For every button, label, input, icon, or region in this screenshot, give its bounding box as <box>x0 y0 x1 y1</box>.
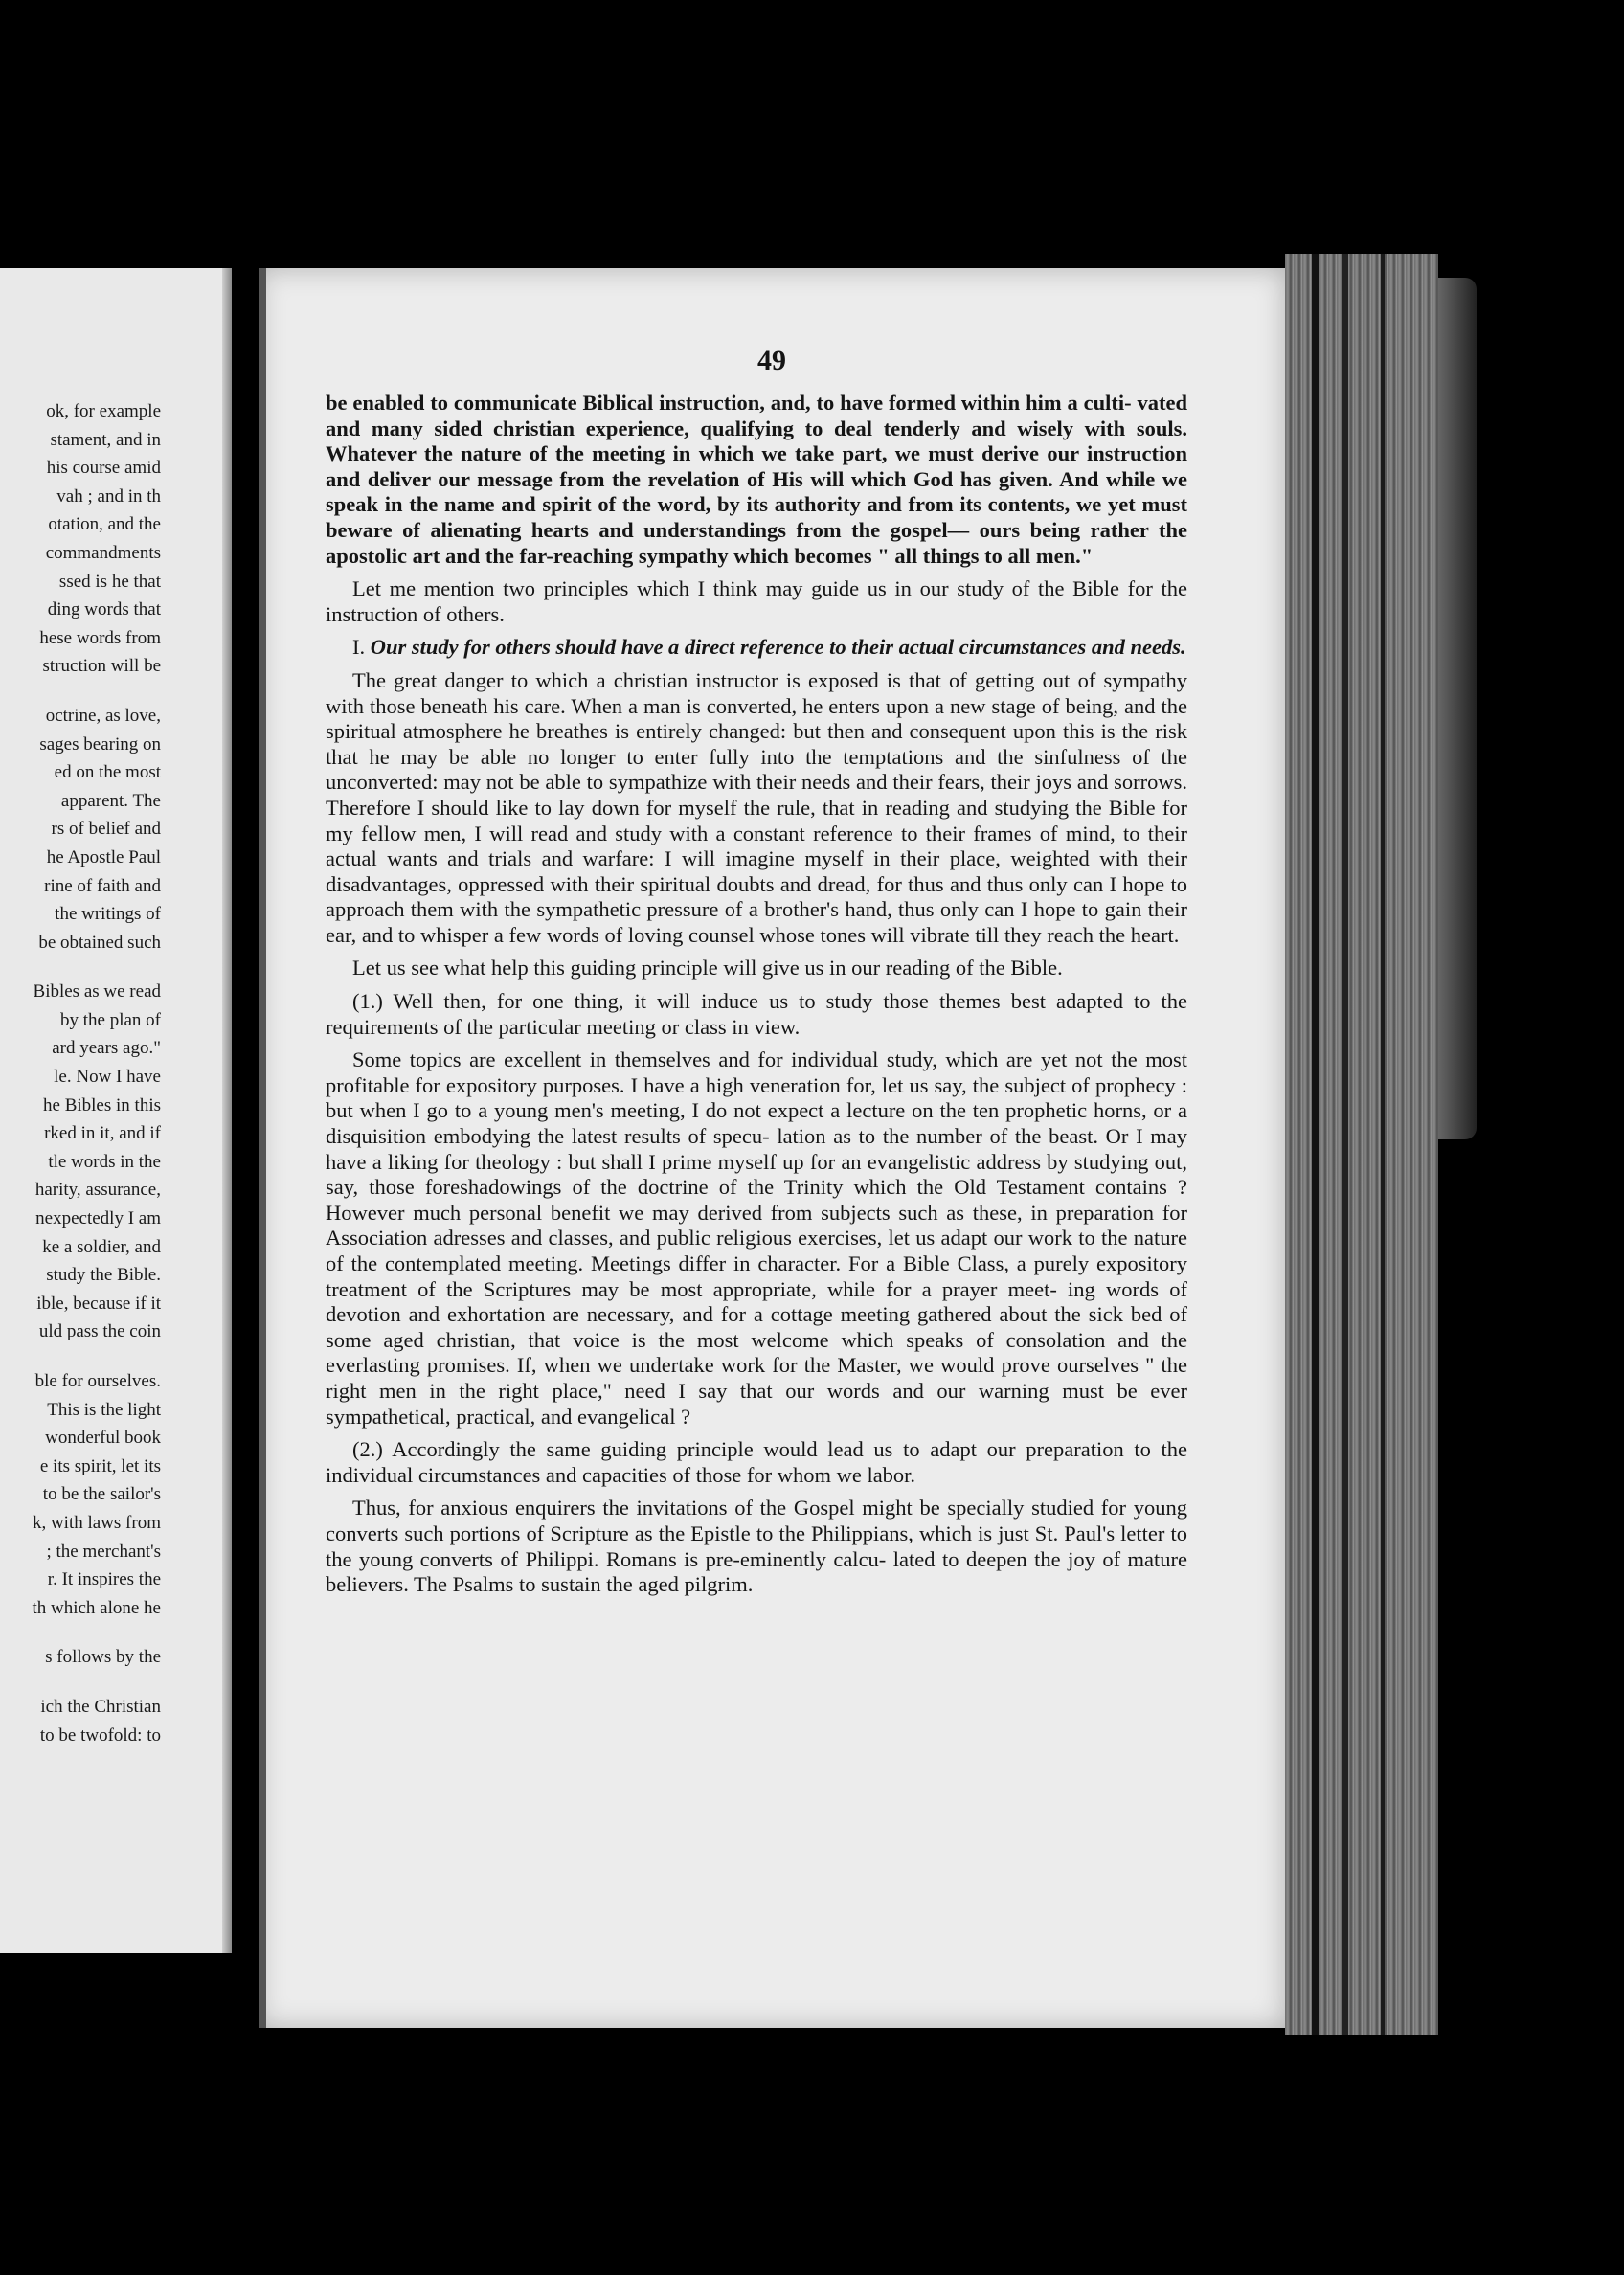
paragraph <box>326 956 1187 981</box>
facing-page-line <box>0 1346 161 1367</box>
facing-page-line: ed on the most <box>54 762 161 783</box>
text-line: the temptations and the sinfulness of the unconverted: may not be able to sympathize <box>326 744 1188 795</box>
book-cover-edge <box>1438 278 1477 1139</box>
facing-page-line: hese words from <box>39 627 161 648</box>
text-line: wants and trials and warfare: I will imagine myself in their place, weighted with their <box>387 846 1187 871</box>
facing-page-text <box>0 397 161 1749</box>
text-line: (2.) Accordingly the same guiding principle would lead us to adapt our preparation <box>352 1437 1124 1462</box>
text-line: lation as to the number of the beast. Or I may have a liking for theology : but shall I <box>326 1124 1188 1174</box>
text-line: lecture on the ten prophetic horns, or a disquisition embodying the latest results of specu- <box>326 1098 1187 1149</box>
facing-page-line: ible, because if it <box>36 1293 161 1314</box>
edge-shadow <box>1312 254 1320 2035</box>
page-body <box>326 391 1187 1606</box>
paragraph <box>326 391 1187 569</box>
edge-shadow <box>1381 254 1385 2035</box>
text-line: down for myself the rule, that in reading and studying the Bible for my fellow men, I <box>326 795 1187 845</box>
facing-page-line: k, with laws from <box>32 1512 161 1533</box>
facing-page-line: commandments <box>45 542 161 563</box>
book-page <box>259 268 1285 2028</box>
facing-page-line: rs of belief and <box>51 819 161 840</box>
text-line: sympathy with those beneath his care. When a man is converted, he enters upon a new <box>326 667 1187 718</box>
facing-page-line: ssed is he that <box>58 571 161 592</box>
page-gutter <box>259 268 266 2028</box>
text-line: Our study for others should have a direct reference to their actual circumstances and <box>370 635 1125 660</box>
page-number: 49 <box>757 345 786 376</box>
facing-page-line: harity, assurance, <box>34 1180 161 1201</box>
facing-page-line: rked in it, and if <box>44 1123 161 1144</box>
text-line: things to all men." <box>922 543 1094 568</box>
text-line: of consolation and the everlasting promises. If, when we undertake work for the Master, <box>326 1327 1188 1378</box>
facing-page-line: s follows by the <box>45 1647 161 1668</box>
facing-page-line <box>0 1622 161 1643</box>
facing-page-line <box>0 681 161 702</box>
facing-page-line: to be the sailor's <box>42 1484 161 1505</box>
facing-page-line: Bibles as we read <box>33 981 161 1002</box>
text-line: needs. <box>1130 635 1186 660</box>
text-line: we would prove ourselves " the right men in the right place," need I say that our words <box>326 1353 1187 1403</box>
text-line: Thus, for anxious enquirers the invitations of the Gospel might be specially studied <box>352 1496 1094 1520</box>
text-line: for the instruction of others. <box>326 576 1187 626</box>
text-line: benefit we may derived from subjects such as these, in preparation for Association <box>326 1200 1187 1250</box>
facing-page-line: his course amid <box>46 458 161 479</box>
facing-page-line: otation, and the <box>48 514 161 535</box>
text-line: and consequent upon this is the risk that he may be able no longer to enter fully into <box>326 719 1188 769</box>
facing-page-line: apparent. The <box>60 790 161 811</box>
facing-page-line: sages bearing on <box>39 733 161 755</box>
text-line: tones will vibrate till they reach the heart. <box>820 922 1180 947</box>
text-line: to the requirements of the particular meeting or class in view. <box>326 989 1188 1039</box>
paragraph <box>326 989 1187 1040</box>
facing-page-line: ble for ourselves. <box>34 1371 161 1391</box>
text-line: of the contemplated meeting. Meetings differ in character. For a Bible Class, a purely <box>326 1251 1090 1275</box>
text-line: for young converts such portions of Scripture as the Epistle to the Philippians, which is <box>326 1496 1187 1545</box>
facing-page-line: tle words in the <box>48 1151 161 1172</box>
text-line: Let me mention two principles which I think may guide us in our study of the Bible <box>352 576 1119 601</box>
text-line: stage of being, and the spiritual atmosphere he breathes is entirely changed: but then <box>326 693 1188 744</box>
text-line: And while we speak in the name and spirit of the word, by its authority and from its <box>326 466 1187 517</box>
text-line: ours being rather the apostolic art and the far-reaching sympathy which becomes " all <box>326 517 1187 568</box>
facing-page-line: octrine, as love, <box>45 705 161 726</box>
text-line: to the individual circumstances and capacities of those for whom we labor. <box>326 1437 1187 1487</box>
text-line: only can I hope to gain their ear, and to whisper a few words of loving counsel whose <box>326 897 1187 947</box>
text-line: lated to deepen the joy of mature believers. The Psalms to sustain the aged pilgrim. <box>326 1546 1188 1597</box>
facing-page-line: r. It inspires the <box>47 1569 161 1590</box>
facing-page-line: ; the merchant's <box>46 1541 161 1562</box>
facing-page-line: e its spirit, let its <box>39 1455 161 1476</box>
text-line: the most profitable for expository purposes. I have a high veneration for, let us say, <box>326 1047 1188 1097</box>
text-line: Let us see what help this guiding principle will give us in our reading of the Bible. <box>352 956 1063 980</box>
facing-page-line: he Bibles in this <box>43 1094 161 1115</box>
facing-page-line: le. Now I have <box>54 1067 161 1088</box>
facing-page-line <box>0 1672 161 1693</box>
facing-page-line: ich the Christian <box>40 1696 161 1717</box>
text-line: adresses and classes, and public religious exercises, let us adapt our work to the nature <box>433 1226 1187 1250</box>
text-line: The great danger to which a christian instructor is exposed is that of getting out of <box>352 667 1096 692</box>
page-edges-stack <box>1285 254 1438 2035</box>
facing-page-line: rine of faith and <box>44 875 161 896</box>
facing-page-line: study the Bible. <box>46 1265 161 1286</box>
facing-page-line: This is the light <box>47 1399 161 1420</box>
facing-page-line: ok, for example <box>46 401 161 421</box>
paragraph <box>326 1047 1187 1430</box>
text-line: prime myself up for an evangelistic address by studying out, say, those foreshadowings <box>326 1149 1188 1200</box>
facing-page-line: nexpectedly I am <box>35 1208 161 1229</box>
text-line: can I hope to approach them with the sympathetic pressure of a brother's hand, thus <box>326 871 1187 922</box>
facing-page-left <box>0 268 232 1953</box>
facing-page-line: wonderful book <box>45 1428 161 1449</box>
text-line: with their needs and their fears, their joys and sorrows. Therefore I should like to lay <box>326 770 1187 820</box>
text-line: Some topics are excellent in themselves and for individual study, which are yet not <box>352 1047 1103 1072</box>
facing-page-line: he Apostle Paul <box>46 846 161 867</box>
text-line: souls. Whatever the nature of the meeting in which we take part, we must derive our <box>326 416 1188 466</box>
paragraph <box>326 668 1187 949</box>
text-line: expository treatment of the Scriptures may be most appropriate, while for a prayer meet- <box>326 1251 1187 1301</box>
text-line: vated and many sided christian experience, qualifying to deal tenderly and wisely with <box>326 391 1188 440</box>
paragraph <box>326 1496 1187 1597</box>
text-line: ing words of devotion and exhortation are necessary, and for a cottage meeting gathered <box>326 1276 1187 1327</box>
facing-page-line <box>0 957 161 978</box>
facing-page-line: ke a soldier, and <box>42 1236 161 1257</box>
facing-page-line: vah ; and in th <box>56 485 161 507</box>
facing-page-line: ding words that <box>47 599 161 620</box>
text-line: of the doctrine of the Trinity which the Old Testament contains ? However much personal <box>326 1175 1188 1225</box>
facing-page-line: struction will be <box>42 656 161 677</box>
facing-page-line: uld pass the coin <box>38 1321 161 1342</box>
section-numeral: I. <box>352 635 366 660</box>
text-line: be enabled to communicate Biblical instruction, and, to have formed within him a culti- <box>326 391 1132 415</box>
facing-page-line: ard years ago." <box>52 1038 161 1059</box>
facing-page-line: be obtained such <box>38 932 161 953</box>
text-line: will read and study with a constant reference to their frames of mind, to their actual <box>326 821 1187 871</box>
paragraph <box>326 576 1187 627</box>
facing-page-line: th which alone he <box>32 1597 161 1618</box>
edge-shadow <box>1342 254 1348 2035</box>
text-line: instruction and deliver our message from the revelation of His will which God has given. <box>326 441 1187 491</box>
text-line: the subject of prophecy : but when I go to a young men's meeting, I do not expect a <box>326 1072 1188 1123</box>
text-line: contents, we yet must beware of alienating hearts and understandings from the gospel— <box>326 492 1187 542</box>
paragraph <box>326 1437 1187 1488</box>
text-line: disadvantages, oppressed with their spiritual doubts and dread, for thus and thus only <box>326 871 1068 896</box>
facing-page-line: stament, and in <box>50 429 161 450</box>
facing-page-line: to be twofold: to <box>39 1724 161 1746</box>
text-line: and our warning must be ever sympathetical, practical, and evangelical ? <box>326 1378 1188 1429</box>
section-heading <box>326 635 1187 661</box>
text-line: (1.) Well then, for one thing, it will induce us to study those themes best adapted <box>352 989 1123 1014</box>
facing-page-line: the writings of <box>55 904 161 925</box>
text-line: about the sick bed of some aged christian, that voice is the most welcome which speaks <box>326 1302 1187 1352</box>
text-line: just St. Paul's letter to the young converts of Philippi. Romans is pre-eminently calcu- <box>326 1520 1187 1571</box>
facing-page-line: by the plan of <box>59 1009 161 1030</box>
